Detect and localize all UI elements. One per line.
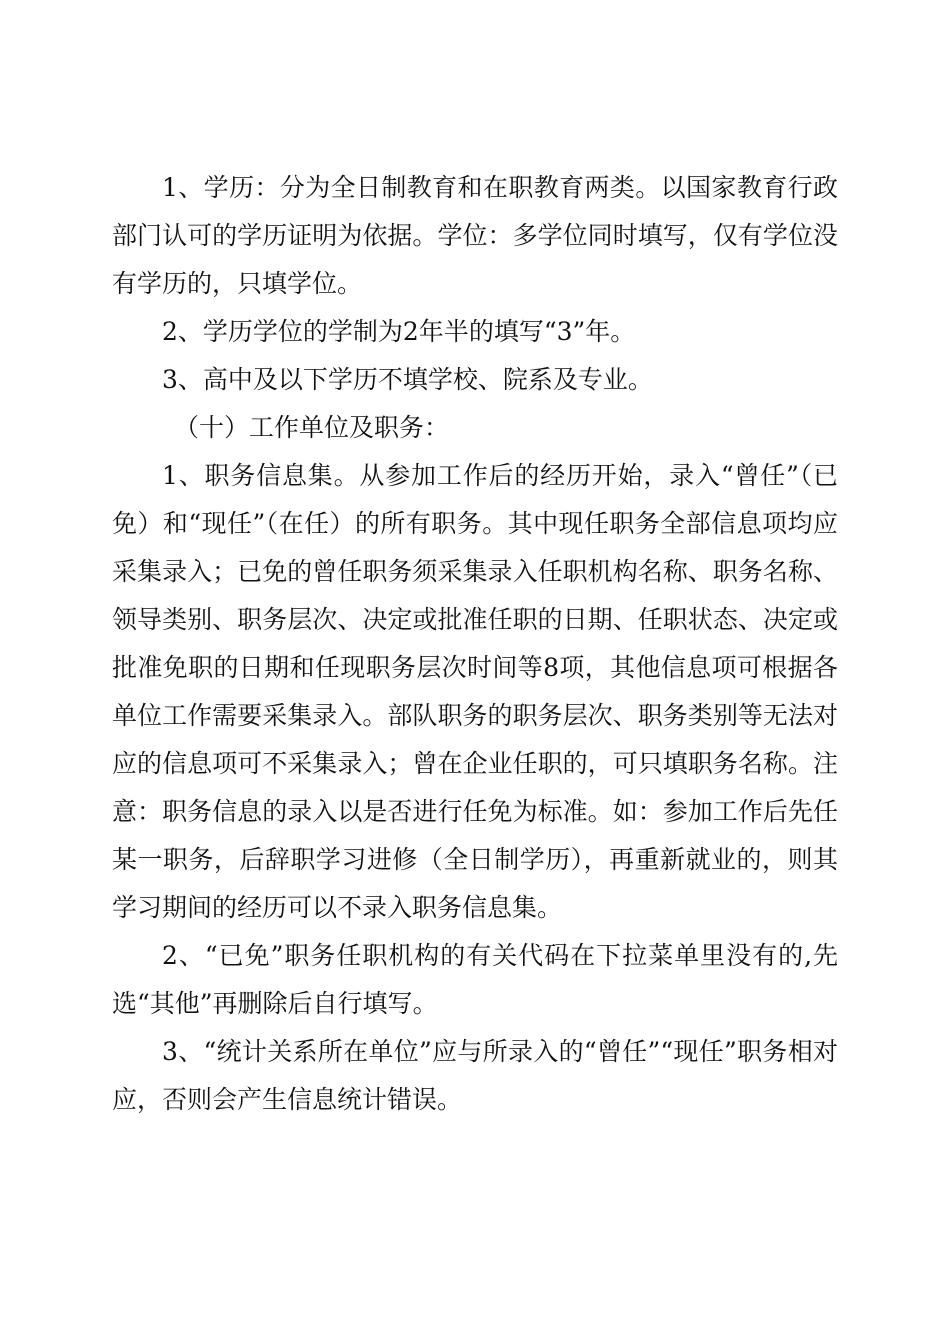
section-heading-work-unit: （十）工作单位及职务： [174,413,450,442]
paragraph-dismissed-position-code: 2、“已免”职务任职机构的有关代码在下拉菜单里没有的,先选“其他”再删除后自行填写。 [112,941,838,1018]
paragraph-high-school: 3、高中及以下学历不填学校、院系及专业。 [162,365,653,394]
paragraph-degree-duration: 2、学历学位的学制为2年半的填写“3”年。 [162,317,636,346]
paragraph-position-info: 1、职务信息集。从参加工作后的经历开始，录入“曾任”（已免）和“现任”（在任）的所有职务。其中现任职务全部信息项均应采集录入；已免的曾任职务须采集录入任职机构名称、职务名称、领导类别、职务层次、决定或批准任职的日期、任职状态、决定或批准免职的日期和任现职务层次时间等8项，其他信息项可根据各单位工作需要采集录入。部队职务的职务层次、职务类别等无法对应的信息项可不采集录入；曾在企业任职的，可只填职务名称。注意：职务信息的录入以是否进行任免为标准。如：参加工作后先任某一职务，后辞职学习进修（全日制学历），再重新就业的，则其学习期间的经历可以不录入职务信息集。 [112,461,838,922]
paragraph-education: 1、学历：分为全日制教育和在职教育两类。以国家教育行政部门认可的学历证明为依据。学位：多学位同时填写，仅有学位没有学历的，只填学位。 [112,173,838,298]
paragraph-statistics-unit: 3、“统计关系所在单位”应与所录入的“曾任”“现任”职务相对应，否则会产生信息统计错误。 [112,1037,838,1114]
document-body [112,164,838,1124]
